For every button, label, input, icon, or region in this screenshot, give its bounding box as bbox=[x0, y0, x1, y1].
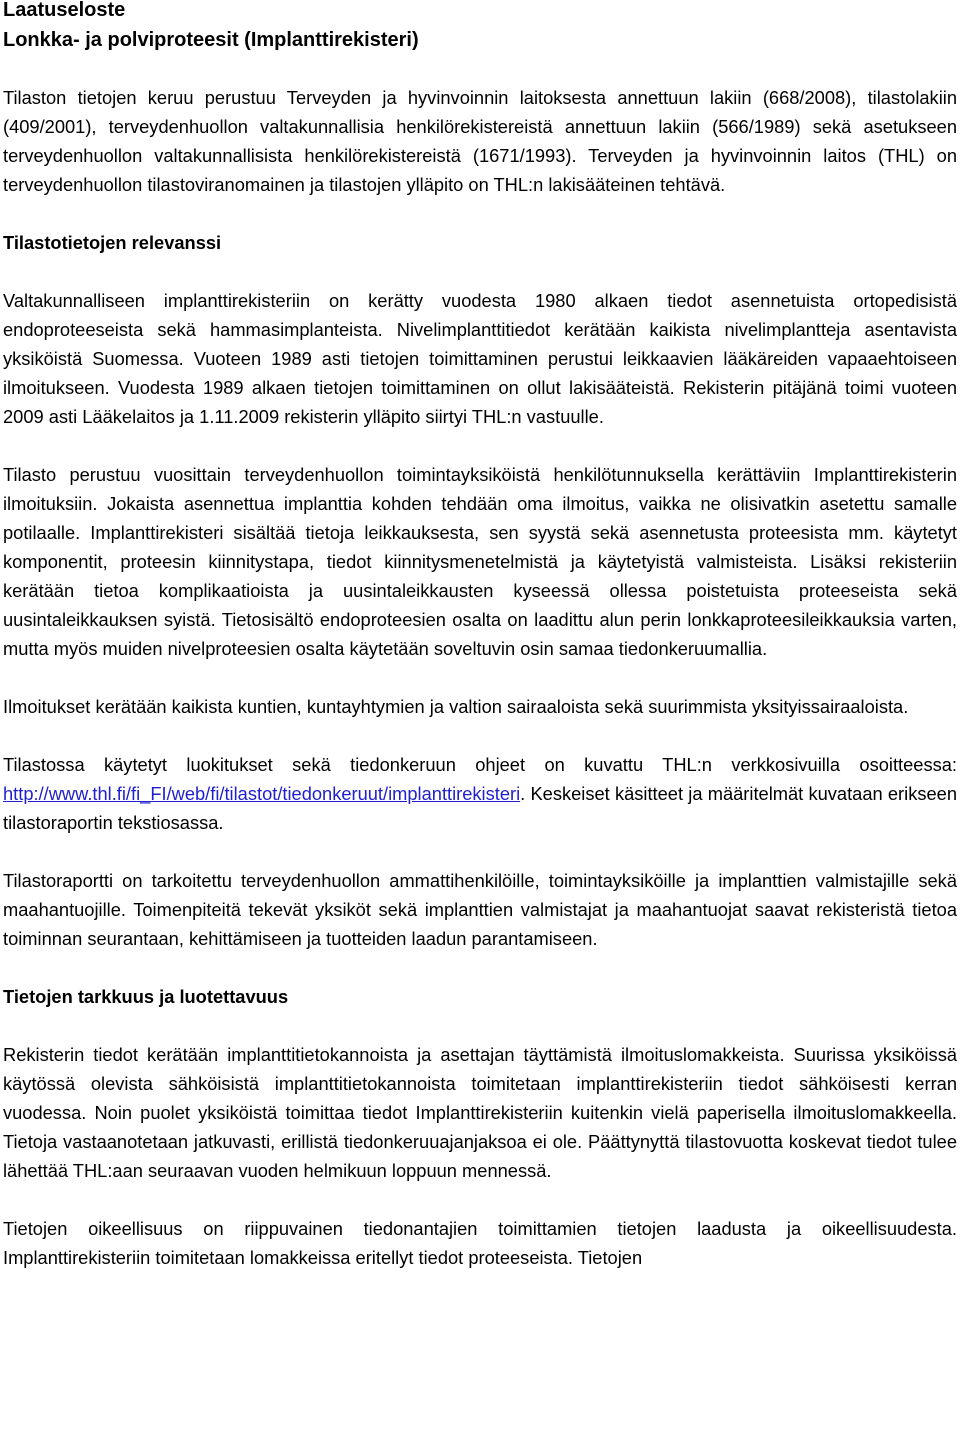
relevance-paragraph-4 bbox=[3, 750, 957, 837]
spacer bbox=[3, 257, 957, 286]
paragraph-text: Tilastossa käytetyt luokitukset sekä tiedonkeruun ohjeet on kuvattu THL:n verkkosivuilla osoitteessa: bbox=[3, 754, 957, 775]
spacer bbox=[3, 1185, 957, 1214]
intro-paragraph: Tilaston tietojen keruu perustuu Terveyden ja hyvinvoinnin laitoksesta annettuun lakiin (668/2008), tilastolakiin (409/2001), terveydenhuollon valtakunnallisia henkilörekistereistä annettuun lakiin (566/1989) sekä asetukseen terveydenhuollon valtakunnallisista henkilörekistereistä (1671/1993). Terveyden ja hyvinvoinnin laitos (THL) on terveydenhuollon tilastoviranomainen ja tilastojen ylläpito on THL:n lakisääteinen tehtävä. bbox=[3, 87, 957, 195]
document-title: Laatuseloste bbox=[3, 0, 126, 21]
spacer bbox=[3, 721, 957, 750]
spacer bbox=[3, 55, 957, 83]
paragraph-text: . Keskeiset käsitteet ja määritelmät kuvataan erikseen tilastoraportin tekstiosassa. bbox=[3, 783, 957, 833]
spacer bbox=[3, 199, 957, 228]
spacer bbox=[3, 837, 957, 866]
accuracy-paragraph-1: Rekisterin tiedot kerätään implanttitietokannoista ja asettajan täyttämistä ilmoituslomakkeista. Suurissa yksiköissä käytössä olevista sähköisistä implanttitietokannoista toimitetaan implanttirekisteriin tiedot sähköisesti kerran vuodessa. Noin puolet yksiköistä toimittaa tiedot Implanttirekisteriin kuitenkin vielä paperisella ilmoituslomakkeella. Tietoja vastaanotetaan jatkuvasti, erillistä tiedonkeruuajanjaksoa ei ole. Päättynyttä tilastovuotta koskevat tiedot tulee lähettää THL:aan seuraavan vuoden helmikuun loppuun mennessä. bbox=[3, 1044, 957, 1181]
document-page bbox=[3, 0, 957, 1272]
relevance-paragraph-2: Tilasto perustuu vuosittain terveydenhuollon toimintayksiköistä henkilötunnuksella kerättäviin Implanttirekisterin ilmoituksiin. Jokaista asennettua implanttia kohden tehdään oma ilmoitus, vaikka ne olisivatkin asetettu samalle potilaalle. Implanttirekisteri sisältää tietoja leikkauksesta, sen syystä sekä asennetusta proteesista mm. käytetyt komponentit, proteesin kiinnitystapa, tiedot kiinnitysmenetelmistä ja käytetyistä valmisteista. Lisäksi rekisteriin kerätään tietoa komplikaatioista ja uusintaleikkausten kyseessä ollessa poistetuista proteeseista sekä uusintaleikkauksen syistä. Tietosisältö endoproteesien osalta on laadittu alun perin lonkkaproteesileikkauksia varten, mutta myös muiden nivelproteesien osalta käytetään soveltuvin osin samaa tiedonkeruumallia. bbox=[3, 464, 957, 659]
relevance-paragraph-5: Tilastoraportti on tarkoitettu terveydenhuollon ammattihenkilöille, toimintayksiköille ja implanttien valmistajille sekä maahantuojille. Toimenpiteitä tekevät yksiköt sekä implanttien valmistajat ja maahantuojat saavat rekisteristä tietoa toiminnan seurantaan, kehittämiseen ja tuotteiden laadun parantamiseen. bbox=[3, 870, 957, 949]
spacer bbox=[3, 953, 957, 982]
document-subtitle: Lonkka- ja polviproteesit (Implanttirekisteri) bbox=[3, 29, 419, 51]
section-heading-relevance: Tilastotietojen relevanssi bbox=[3, 232, 222, 253]
relevance-paragraph-1: Valtakunnalliseen implanttirekisteriin on kerätty vuodesta 1980 alkaen tiedot asennetuista ortopedisistä endoproteeseista sekä hammasimplanteista. Nivelimplanttitiedot kerätään kaikista nivelimplantteja asentavista yksiköistä Suomessa. Vuoteen 1989 asti tietojen toimittaminen perustui leikkaavien lääkäreiden vapaaehtoiseen ilmoitukseen. Vuodesta 1989 alkaen tietojen toimittaminen on ollut lakisääteistä. Rekisterin pitäjänä toimi vuoteen 2009 asti Lääkelaitos ja 1.11.2009 rekisterin ylläpito siirtyi THL:n vastuulle. bbox=[3, 290, 957, 427]
accuracy-paragraph-2: Tietojen oikeellisuus on riippuvainen tiedonantajien toimittamien tietojen laadusta ja oikeellisuudesta. Implanttirekisteriin toimitetaan lomakkeissa eritellyt tiedot proteeseista. Tietojen bbox=[3, 1218, 957, 1268]
relevance-paragraph-3: Ilmoitukset kerätään kaikista kuntien, kuntayhtymien ja valtion sairaaloista sekä suurimmista yksityissairaaloista. bbox=[3, 696, 909, 717]
section-heading-accuracy: Tietojen tarkkuus ja luotettavuus bbox=[3, 986, 289, 1007]
spacer bbox=[3, 431, 957, 460]
thl-implant-registry-link[interactable]: http://www.thl.fi/fi_FI/web/fi/tilastot/tiedonkeruut/implanttirekisteri bbox=[3, 783, 521, 804]
spacer bbox=[3, 663, 957, 692]
spacer bbox=[3, 1011, 957, 1040]
